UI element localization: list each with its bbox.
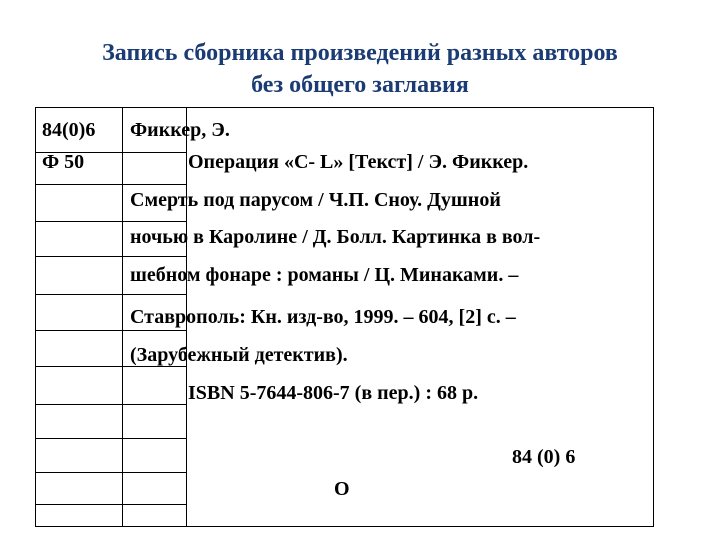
row-line: [36, 472, 186, 473]
row-line: [36, 438, 186, 439]
row-line: [36, 504, 186, 505]
column-divider-1: [122, 108, 123, 526]
slide-title-line-2: без общего заглавия: [251, 72, 469, 98]
catalog-card: [35, 107, 654, 527]
card-line: Операция «С- L» [Текст] / Э. Фиккер.: [188, 151, 529, 173]
slide-title-line-1: Запись сборника произведений разных авторов: [102, 40, 618, 66]
row-line: [36, 256, 186, 257]
author-sign: Ф 50: [42, 151, 85, 173]
row-line: [36, 221, 186, 222]
row-line: [36, 404, 186, 405]
bottom-class-index: 84 (0) 6: [512, 446, 576, 468]
row-line: [36, 184, 186, 185]
card-line: (Зарубежный детектив).: [130, 344, 348, 366]
tracing-mark: О: [334, 478, 350, 500]
isbn-line: ISBN 5-7644-806-7 (в пер.) : 68 р.: [188, 382, 479, 404]
author-heading: Фиккер, Э.: [130, 119, 230, 141]
card-line: ночью в Каролине / Д. Болл. Картинка в вол-: [130, 226, 541, 248]
class-index: 84(0)6: [42, 119, 96, 141]
card-line: шебном фонаре : романы / Ц. Минаками. –: [130, 264, 519, 286]
card-line: Смерть под парусом / Ч.П. Сноу. Душной: [130, 189, 501, 211]
card-line: Ставрополь: Кн. изд-во, 1999. – 604, [2] с. –: [130, 306, 516, 328]
row-line: [36, 294, 186, 295]
row-line: [36, 330, 186, 331]
